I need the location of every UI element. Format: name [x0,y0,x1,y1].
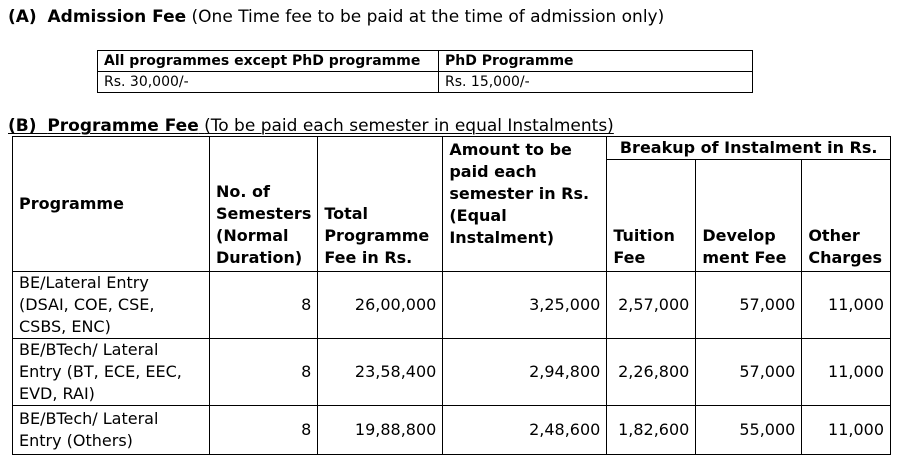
cell-development: 57,000 [696,339,802,406]
header-tuition-fee: Tuition Fee [607,160,696,272]
table-header-row [13,137,891,160]
header-total-fee: Total Programme Fee in Rs. [318,137,443,272]
cell-tuition: 2,26,800 [607,339,696,406]
cell-tuition: 2,57,000 [607,272,696,339]
cell-other: 11,000 [802,339,891,406]
cell-total-fee: 26,00,000 [318,272,443,339]
cell-programme: BE/BTech/ Lateral Entry (BT, ECE, EEC, EVD, RAI) [13,339,210,406]
cell-other: 11,000 [802,272,891,339]
header-programme: Programme [13,137,210,272]
fee-all-programmes: Rs. 30,000/- [98,72,439,93]
section-a-note: (One Time fee to be paid at the time of admission only) [191,7,665,27]
header-phd: PhD Programme [439,51,753,72]
cell-programme: BE/Lateral Entry (DSAI, COE, CSE, CSBS, ENC) [13,272,210,339]
header-amount-per-semester: Amount to be paid each semester in Rs. (Equal Instalment) [443,137,607,272]
header-development-fee: Develop ment Fee [696,160,802,272]
table-row [98,72,753,93]
table-row [13,406,891,455]
cell-semesters: 8 [210,406,318,455]
section-b-note: (To be paid each semester in equal Instalments) [204,116,614,136]
table-header-row [98,51,753,72]
cell-tuition: 1,82,600 [607,406,696,455]
admission-fee-heading [8,7,664,27]
cell-programme: BE/BTech/ Lateral Entry (Others) [13,406,210,455]
header-other-charges: Other Charges [802,160,891,272]
section-a-title: Admission Fee [47,7,187,27]
section-a-label: (A) [8,7,37,27]
admission-fee-table [97,50,753,93]
programme-fee-heading [8,116,614,136]
cell-development: 57,000 [696,272,802,339]
cell-total-fee: 23,58,400 [318,339,443,406]
table-row [13,272,891,339]
header-all-programmes: All programmes except PhD programme [98,51,439,72]
cell-amount: 2,48,600 [443,406,607,455]
header-breakup: Breakup of Instalment in Rs. [607,137,891,160]
section-b-label: (B) [8,116,37,136]
cell-amount: 2,94,800 [443,339,607,406]
cell-semesters: 8 [210,272,318,339]
section-b-title: Programme Fee [47,116,199,136]
cell-amount: 3,25,000 [443,272,607,339]
cell-semesters: 8 [210,339,318,406]
table-row [13,339,891,406]
cell-other: 11,000 [802,406,891,455]
fee-phd: Rs. 15,000/- [439,72,753,93]
cell-development: 55,000 [696,406,802,455]
programme-fee-table [12,136,891,455]
header-semesters: No. of Semesters (Normal Duration) [210,137,318,272]
cell-total-fee: 19,88,800 [318,406,443,455]
